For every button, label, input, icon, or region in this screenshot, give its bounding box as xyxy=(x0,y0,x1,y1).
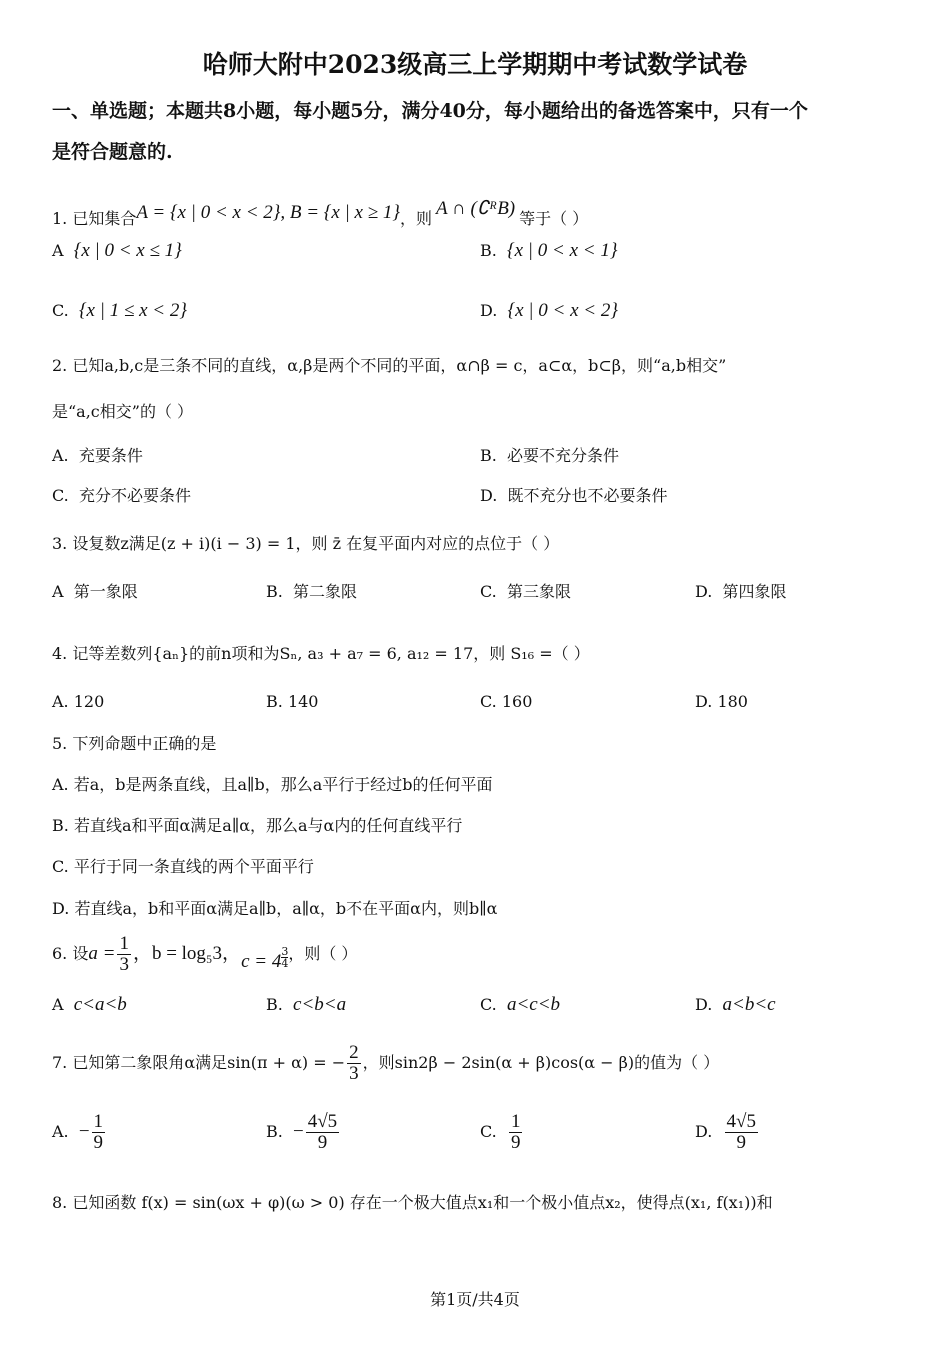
q5-option-a: A. 若a，b是两条直线，且a∥b，那么a平行于经过b的任何平面 xyxy=(52,775,493,794)
q4-option-b: B. 140 xyxy=(266,692,319,711)
q4-option-c: C. 160 xyxy=(480,692,533,711)
q3-option-c: C. 第三象限 xyxy=(480,582,571,601)
section-heading-line2: 是符合题意的. xyxy=(52,141,173,163)
q6-option-c: C. a<c<b xyxy=(480,994,561,1015)
q3-option-d: D. 第四象限 xyxy=(695,582,787,601)
question-7-stem: 7. 已知第二象限角α满足sin(π + α) = − $\frac{2}{3}$ ，则sin2β − 2sin(α + β)cos(α − β)的值为（ ） xyxy=(52,1042,720,1084)
section-heading-line1: 一、单选题；本题共8小题，每小题5分，满分40分，每小题给出的备选答案中，只有一个 xyxy=(52,100,808,122)
q5-option-d: D. 若直线a，b和平面α满足a∥b，a∥α，b不在平面α内，则b∥α xyxy=(52,899,498,918)
q2-option-a: A. 充要条件 xyxy=(52,446,143,465)
q7-option-d: D. $\frac{4√5}{9}$ xyxy=(695,1111,756,1153)
page-footer: 第1页/共4页 xyxy=(430,1290,520,1309)
q2-option-c: C. 充分不必要条件 xyxy=(52,486,191,505)
q1-math-sets: A = {x | 0 < x < 2}, B = {x | x ≥ 1} xyxy=(136,202,401,223)
question-2-stem-line1: 2. 已知a,b,c是三条不同的直线，α,β是两个不同的平面，α∩β = c，a⊂α，b⊂β，则“a,b相交” xyxy=(52,356,727,375)
q3-option-b: B. 第二象限 xyxy=(266,582,358,601)
q3-option-a: A 第一象限 xyxy=(52,582,138,601)
q1-option-a: A {x | 0 < x ≤ 1} xyxy=(52,240,182,261)
q6-option-d: D. a<b<c xyxy=(695,994,776,1015)
q6-option-b: B. c<b<a xyxy=(266,994,347,1015)
q1-prefix: 1. 已知集合 xyxy=(52,209,137,228)
q6-option-a: A c<a<b xyxy=(52,994,127,1015)
q4-option-d: D. 180 xyxy=(695,692,748,711)
q5-option-b: B. 若直线a和平面α满足a∥α，那么a与α内的任何直线平行 xyxy=(52,816,463,835)
question-6-stem: 6. 设a = $\frac{1}{3}$ ，b = log₅3，c = 4 $\frac{3}{4}$ ，则（ ） xyxy=(52,933,358,975)
exam-title: 哈师大附中2023级高三上学期期中考试数学试卷 xyxy=(202,50,748,79)
q4-option-a: A. 120 xyxy=(52,692,105,711)
q1-math-expr: A ∩ (∁ᴿB) xyxy=(436,198,516,219)
q7-option-c: C. $\frac{1}{9}$ xyxy=(480,1111,521,1153)
fraction-two-thirds: $\frac{2}{3}$ xyxy=(349,1042,359,1084)
fraction-a: $\frac{1}{3}$ xyxy=(119,933,129,975)
question-4-stem: 4. 记等差数列{aₙ}的前n项和为Sₙ, a₃ + a₇ = 6, a₁₂ = 17，则 S₁₆ =（ ） xyxy=(52,644,590,663)
q1-suffix: 等于（ ） xyxy=(519,209,589,228)
q5-option-c: C. 平行于同一条直线的两个平面平行 xyxy=(52,857,314,876)
q7-option-b: B. − $\frac{4√5}{9}$ xyxy=(266,1111,338,1153)
question-8-stem: 8. 已知函数 f(x) = sin(ωx + φ)(ω > 0) 存在一个极大值点x₁和一个极小值点x₂，使得点(x₁, f(x₁))和 xyxy=(52,1193,773,1212)
q7-option-a: A. − $\frac{1}{9}$ xyxy=(52,1111,104,1153)
question-1-stem xyxy=(52,198,588,228)
question-2-stem-line2: 是“a,c相交”的（ ） xyxy=(52,402,194,421)
question-3-stem: 3. 设复数z满足(z + i)(i − 3) = 1，则 z̄ 在复平面内对应的点位于（ ） xyxy=(52,534,560,553)
q2-option-b: B. 必要不充分条件 xyxy=(480,446,620,465)
exponent-fraction: $\frac{3}{4}$ xyxy=(281,944,289,970)
question-5-stem: 5. 下列命题中正确的是 xyxy=(52,734,217,753)
q1-option-d: D. {x | 0 < x < 2} xyxy=(480,300,618,321)
q2-option-d: D. 既不充分也不必要条件 xyxy=(480,486,668,505)
q1-option-c: C. {x | 1 ≤ x < 2} xyxy=(52,300,187,321)
q1-option-b: B. {x | 0 < x < 1} xyxy=(480,240,618,261)
q1-mid: ，则 xyxy=(400,209,433,228)
